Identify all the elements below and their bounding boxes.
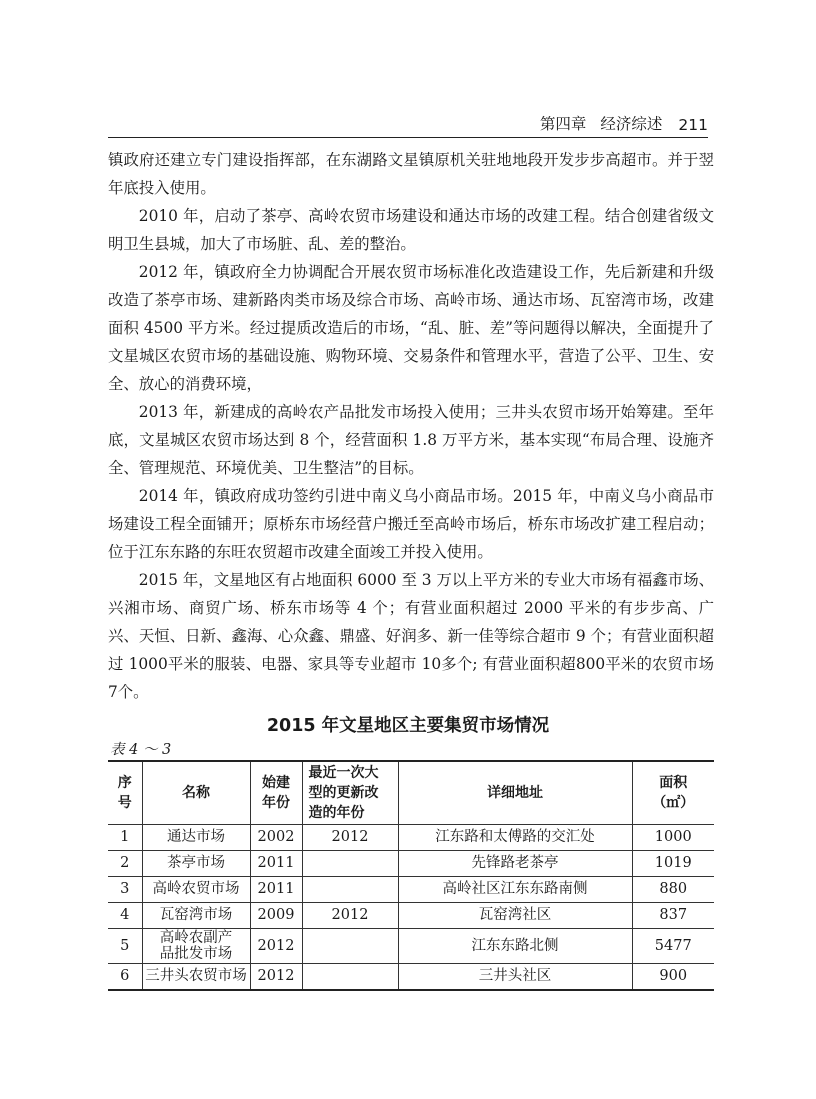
table-row <box>108 877 714 903</box>
cell-renovate <box>302 929 398 964</box>
paragraph: 2013 年，新建成的高岭农产品批发市场投入使用；三井头农贸市场开始筹建。至年底，文星城区农贸市场达到 8 个，经营面积 1.8 万平方米，基本实现“布局合理、设施齐全、管理规范、环境优美、卫生整洁”的目标。 <box>108 403 714 477</box>
table-row <box>108 903 714 929</box>
cell-name <box>142 929 250 964</box>
cell-name: 高岭农贸市场 <box>142 877 250 903</box>
body-text <box>108 146 714 706</box>
cell-seq: 1 <box>108 825 142 851</box>
page-number: 211 <box>678 116 708 134</box>
cell-year: 2012 <box>250 964 302 991</box>
cell-area: 1019 <box>632 851 714 877</box>
cell-seq: 3 <box>108 877 142 903</box>
cell-address: 高岭社区江东东路南侧 <box>398 877 632 903</box>
cell-year: 2009 <box>250 903 302 929</box>
paragraph: 2012 年，镇政府全力协调配合开展农贸市场标准化改造建设工作，先后新建和升级改造了茶亭市场、建新路肉类市场及综合市场、高岭市场、通达市场、瓦窑湾市场，改建面积 4500 平方米。经过提质改造后的市场，“乱、脏、差”等问题得以解决，全面提升了文星城区农贸市场的基础设施、购物环境、交易条件和管理水平，营造了公平、卫生、安全、放心的消费环境， <box>108 263 714 393</box>
table-title: 2015 年文星地区主要集贸市场情况 <box>266 716 550 736</box>
cell-seq: 2 <box>108 851 142 877</box>
cell-seq: 6 <box>108 964 142 991</box>
cell-address: 江东东路北侧 <box>398 929 632 964</box>
table-row <box>108 825 714 851</box>
cell-area: 900 <box>632 964 714 991</box>
cell-area: 5477 <box>632 929 714 964</box>
header-renovate: 最近一次大型的更新改造的年份 <box>302 761 398 825</box>
cell-name-text: 高岭农副产品批发市场 <box>159 929 233 962</box>
paragraph: 2014 年，镇政府成功签约引进中南义乌小商品市场。2015 年，中南义乌小商品市场建设工程全面铺开；原桥东市场经营户搬迁至高岭市场后，桥东市场改扩建工程启动；位于江东东路的东旺农贸超市改建全面竣工并投入使用。 <box>108 487 714 561</box>
cell-seq: 4 <box>108 903 142 929</box>
running-header <box>108 112 708 138</box>
cell-name: 茶亭市场 <box>142 851 250 877</box>
paragraph: 2010 年，启动了茶亭、高岭农贸市场建设和通达市场的改建工程。结合创建省级文明卫生县城，加大了市场脏、乱、差的整治。 <box>108 207 714 253</box>
table-row <box>108 851 714 877</box>
header-seq: 序号 <box>108 761 142 825</box>
cell-area: 880 <box>632 877 714 903</box>
cell-seq: 5 <box>108 929 142 964</box>
table-label: 表 4 ～ 3 <box>110 742 172 758</box>
header-year: 始建年份 <box>250 761 302 825</box>
table-row <box>108 964 714 991</box>
header-area: 面积（㎡） <box>632 761 714 825</box>
cell-area: 1000 <box>632 825 714 851</box>
cell-address: 江东路和太傅路的交汇处 <box>398 825 632 851</box>
cell-renovate <box>302 877 398 903</box>
header-address: 详细地址 <box>398 761 632 825</box>
chapter-label: 第四章 <box>539 115 587 133</box>
cell-address: 先锋路老茶亭 <box>398 851 632 877</box>
cell-year: 2002 <box>250 825 302 851</box>
cell-name: 瓦窑湾市场 <box>142 903 250 929</box>
cell-address: 三井头社区 <box>398 964 632 991</box>
table-row <box>108 929 714 964</box>
cell-renovate: 2012 <box>302 903 398 929</box>
table-header-row <box>108 761 714 825</box>
chapter-topic: 经济综述 <box>600 115 663 133</box>
market-table <box>108 760 714 991</box>
cell-name: 三井头农贸市场 <box>142 964 250 991</box>
cell-area: 837 <box>632 903 714 929</box>
cell-renovate: 2012 <box>302 825 398 851</box>
cell-year: 2012 <box>250 929 302 964</box>
paragraph: 2015 年，文星地区有占地面积 6000 至 3 万以上平方米的专业大市场有福鑫市场、兴湘市场、商贸广场、桥东市场等 4 个；有营业面积超过 2000 平米的有步步高、广兴、天恒、日新、鑫海、心众鑫、鼎盛、好润多、新一佳等综合超市 9 个；有营业面积超过 1000平米的服装、电器、家具等专业超市 10多个; 有营业面积超800平米的农贸市场7个。 <box>108 571 714 701</box>
cell-name: 通达市场 <box>142 825 250 851</box>
header-name: 名称 <box>142 761 250 825</box>
paragraph: 镇政府还建立专门建设指挥部，在东湖路文星镇原机关驻地地段开发步步高超市。并于翌年底投入使用。 <box>108 151 714 197</box>
cell-renovate <box>302 851 398 877</box>
cell-year: 2011 <box>250 851 302 877</box>
cell-renovate <box>302 964 398 991</box>
cell-address: 瓦窑湾社区 <box>398 903 632 929</box>
cell-year: 2011 <box>250 877 302 903</box>
